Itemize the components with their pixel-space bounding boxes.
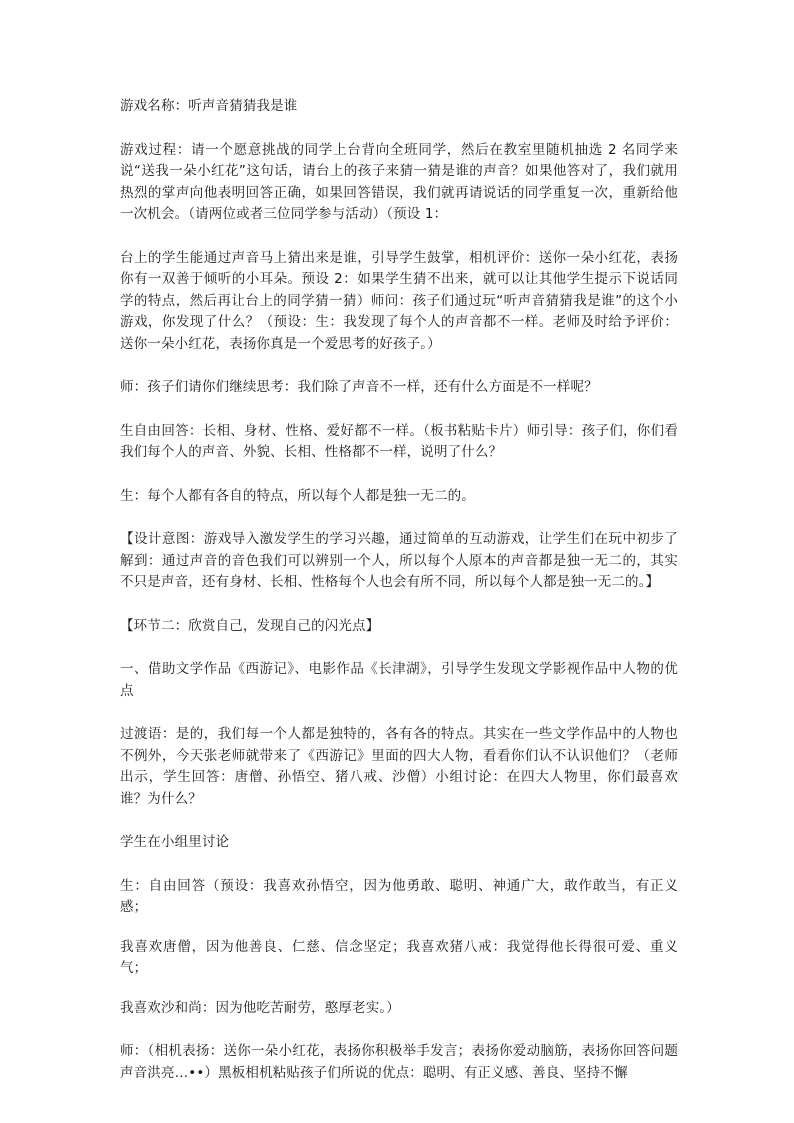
document-page — [120, 96, 678, 1084]
game-name: 游戏名称：听声音猜猜我是谁 — [120, 98, 298, 114]
transition-paragraph: 过渡语：是的，我们每一个人都是独特的，各有各的特点。其实在一些文学作品中的人物也不例外，今天张老师就带来了《西游记》里面的四大人物，看看你们认不认识他们？（老师出示，学生回答：唐僧、孙悟空、猪八戒、沙僧）小组讨论：在四大人物里，你们最喜欢谁？为什么？ — [120, 726, 678, 807]
preset-paragraph: 台上的学生能通过声音马上猜出来是谁，引导学生鼓掌，相机评价：送你一朵小红花，表扬你有一双善于倾听的小耳朵。预设 2：如果学生猜不出来，就可以让其他学生提示下说话同学的特点，然后再让台上的同学猜一猜）师问：孩子们通过玩“听声音猜猜我是谁”的这个小游戏，你发现了什么？（预设：生：我发现了每个人的声音都不一样。老师及时给予评价：送你一朵小红花，表扬你真是一个爱思考的好孩子。） — [120, 249, 678, 352]
teacher-question: 师：孩子们请你们继续思考：我们除了声音不一样，还有什么方面是不一样呢？ — [120, 379, 598, 395]
student-answer: 生自由回答：长相、身材、性格、爱好都不一样。（板书粘贴卡片）师引导：孩子们，你们看我们每个人的声音、外貌、长相、性格都不一样，说明了什么？ — [120, 422, 678, 460]
student-conclusion: 生：每个人都有各自的特点，所以每个人都是独一无二的。 — [120, 487, 475, 504]
game-process: 游戏过程：请一个愿意挑战的同学上台背向全班同学，然后在教室里随机抽选 2 名同学来说“送我一朵小红花”这句话，请台上的孩子来猜一猜是谁的声音？如果他答对了，我们就用热烈的掌声向他表明回答正确，如果回答错误，我们就再请说话的同学重复一次，重新给他一次机会。（请两位或者三位同学参与活动）（预设 1： — [120, 141, 678, 222]
group-discussion: 学生在小组里讨论 — [120, 834, 230, 850]
subsection-heading: 一、借助文学作品《西游记》、电影作品《长津湖》，引导学生发现文学影视作品中人物的优点 — [120, 661, 678, 699]
free-answer-1: 生：自由回答（预设：我喜欢孙悟空，因为他勇敢、聪明、神通广大，敢作敢当，有正义感； — [120, 877, 678, 915]
free-answer-3: 我喜欢沙和尚：因为他吃苦耐劳，憨厚老实。） — [120, 999, 400, 1016]
teacher-praise: 师：（相机表扬：送你一朵小红花，表扬你积极举手发言；表扬你爱动脑筋，表扬你回答问题声音洪亮…••）黑板相机粘贴孩子们所说的优点：聪明、有正义感、善良、坚持不懈 — [120, 1043, 678, 1081]
free-answer-2: 我喜欢唐僧，因为他善良、仁慈、信念坚定；我喜欢猪八戒：我觉得他长得很可爱、重义气； — [120, 938, 678, 976]
section-heading: 【环节二：欣赏自己，发现自己的闪光点】 — [120, 617, 380, 634]
design-intent: 【设计意图：游戏导入激发学生的学习兴趣，通过简单的互动游戏，让学生们在玩中初步了解到：通过声音的音色我们可以辨别一个人，所以每个人原本的声音都是独一无二的，其实不只是声音，还有身材、长相、性格每个人也会有所不同，所以每个人都是独一无二的。】 — [120, 531, 678, 590]
